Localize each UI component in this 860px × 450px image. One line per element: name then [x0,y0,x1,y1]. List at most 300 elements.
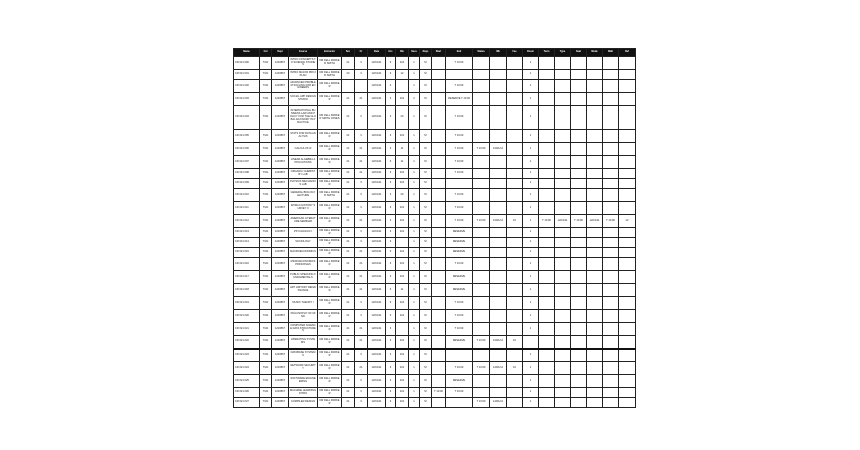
table-cell [603,106,619,130]
column-header: Seat [571,49,587,57]
table-cell: DATABASE SYSTEMS [289,349,318,362]
table-cell [507,297,523,310]
column-header: Course [289,49,318,57]
table-cell [619,323,636,336]
table-cell [432,189,446,202]
table-cell: M [420,248,432,258]
table-cell: 1234567 [272,362,289,375]
table-cell: 1 [523,156,539,169]
table-cell: 3 [386,130,396,143]
table-row [234,375,636,388]
table-cell: MACHINE LEARNING INTRO [289,388,318,398]
table-cell [539,143,555,156]
table-cell: 1234567 [272,169,289,179]
table-cell: 12/01/11 [587,215,603,228]
table-cell [355,80,368,93]
table-cell: CR 021 017 [234,271,260,284]
table-cell: 1234567 [272,388,289,398]
table-cell: 21 [355,93,368,106]
table-cell: CR 021 000 [234,57,260,70]
table-cell [571,169,587,179]
table-cell [619,349,636,362]
table-row [234,169,636,179]
spreadsheet-page [233,48,627,408]
table-cell: 1234567 [272,189,289,202]
table-cell [539,258,555,271]
table-cell: MICROECONOMICS PRINCIPLES [289,258,318,271]
table-row [234,179,636,189]
table-cell: 21 [342,297,355,310]
table-cell: 12/01/11 [368,323,386,336]
table-cell: TGN [260,398,272,408]
table-cell: TGN [260,80,272,93]
table-cell: 1234567 [272,93,289,106]
table-cell: 3 [355,238,368,248]
table-cell: 3 [386,106,396,130]
table-cell [539,130,555,143]
table-cell: 1234567 [272,143,289,156]
table-cell [587,336,603,349]
table-cell [587,362,603,375]
table-cell [619,106,636,130]
table-cell [432,336,446,349]
table-cell: 21 [355,336,368,349]
table-cell [603,80,619,93]
table-cell: 12/01/11 [368,156,386,169]
table-cell: M [420,156,432,169]
table-cell: 1 [409,398,420,408]
table-cell [555,106,571,130]
table-cell [539,202,555,215]
table-cell [539,169,555,179]
table-cell: 3 [355,189,368,202]
table-cell [587,388,603,398]
table-cell [587,284,603,297]
table-cell: T 10:00 [446,57,473,70]
table-cell: TGN [260,238,272,248]
table-cell: 101 [396,388,409,398]
table-cell: T 10:00 [446,202,473,215]
table-cell: 1 [409,106,420,130]
table-cell: 1 [409,323,420,336]
table-cell [555,362,571,375]
table-cell: 3 [386,284,396,297]
table-cell [473,57,490,70]
table-cell: 12/01/11 [368,130,386,143]
table-cell: M [420,179,432,189]
table-cell: TGN [260,323,272,336]
table-cell [555,70,571,80]
table-cell: T 10:00 [446,310,473,323]
table-cell [603,258,619,271]
table-cell: COMPILER DESIGN [289,398,318,408]
table-cell: TGN [260,336,272,349]
table-cell: 20 [396,106,409,130]
table-cell [507,130,523,143]
table-cell [571,228,587,238]
table-cell: CR 021 021 [234,323,260,336]
table-cell: 3 [386,228,396,238]
table-cell [619,362,636,375]
table-cell: 10 [507,362,523,375]
table-cell: 21 [342,57,355,70]
table-cell [446,349,473,362]
table-cell: TGN [260,228,272,238]
table-cell [490,93,507,106]
table-cell [432,215,446,228]
table-cell [396,80,409,93]
table-cell [619,271,636,284]
table-cell [539,57,555,70]
table-cell [571,202,587,215]
table-cell [539,375,555,388]
table-cell: 21 [342,398,355,408]
table-cell: M [420,375,432,388]
table-cell [490,323,507,336]
table-cell: 12/01/11 [368,143,386,156]
table-cell [619,57,636,70]
table-cell [473,179,490,189]
table-cell: STATS FOR DATA ANALYSIS [289,130,318,143]
table-cell [587,143,603,156]
table-cell: M [420,189,432,202]
table-cell [507,271,523,284]
table-cell: 1 [409,215,420,228]
table-cell: 101 [396,169,409,179]
table-cell [490,80,507,93]
table-cell: M [420,349,432,362]
table-cell [432,143,446,156]
table-cell [507,106,523,130]
table-cell: DR FELL PARKER [318,284,342,297]
table-cell: AMERICAN LITERATURE SEMINAR [289,215,318,228]
table-cell [603,271,619,284]
table-cell: M [420,258,432,271]
table-cell: GENERAL BIOLOGY LECTURE [289,189,318,202]
table-cell [603,362,619,375]
table-cell: 3 [386,189,396,202]
table-cell: M [420,271,432,284]
table-cell: 12/01/11 [368,189,386,202]
table-cell [587,80,603,93]
column-header: Col [260,49,272,57]
table-cell: SOCIAL APP DESIGN STUDIO [289,93,318,106]
table-cell: 21 [342,202,355,215]
table-cell [490,248,507,258]
table-cell: 101 [396,336,409,349]
table-cell: 21 [342,362,355,375]
table-cell [587,258,603,271]
table-cell: CR 021 002 [234,80,260,93]
table-cell: 101 [396,130,409,143]
table-cell [539,156,555,169]
table-cell: 1234567 [272,238,289,248]
table-cell: T 10:00 [446,143,473,156]
table-row [234,398,636,408]
table-cell [619,238,636,248]
table-cell [587,189,603,202]
table-cell: PSYCHOLOGY [289,228,318,238]
table-cell [571,375,587,388]
table-cell [555,271,571,284]
table-cell: 1 [523,362,539,375]
table-cell: TGN [260,143,272,156]
table-header-row [234,49,636,57]
table-cell: 12/01/11 [490,215,507,228]
table-cell [432,228,446,238]
table-cell [587,130,603,143]
column-header: Fee [507,49,523,57]
table-cell: 1 [409,271,420,284]
table-cell [432,70,446,80]
table-cell: 1 [523,310,539,323]
table-cell [603,93,619,106]
table-cell: 21 [342,179,355,189]
table-cell [571,189,587,202]
table-cell: 21 [342,323,355,336]
table-cell: 21 [355,284,368,297]
column-header: Mode [587,49,603,57]
table-cell [507,388,523,398]
table-cell [432,258,446,271]
table-cell [587,323,603,336]
table-cell [539,106,555,130]
table-cell [539,228,555,238]
table-cell: 12/01/11 [368,106,386,130]
table-cell [473,93,490,106]
table-cell: ORGANIC CHEMISTRY LAB [289,169,318,179]
table-cell: 3 [386,258,396,271]
table-cell [603,388,619,398]
table-row [234,258,636,271]
table-cell: DR FELL PARKER [318,248,342,258]
column-header: End [446,49,473,57]
table-cell: 21 [342,271,355,284]
table-cell: CR 021 007 [234,156,260,169]
table-cell: 1234567 [272,284,289,297]
table-cell [473,310,490,323]
table-cell [432,310,446,323]
table-row [234,248,636,258]
table-cell: 101 [396,271,409,284]
table-cell [539,297,555,310]
column-header: Date [368,49,386,57]
table-cell: 1 [409,179,420,189]
table-cell [473,297,490,310]
table-cell [587,93,603,106]
table-cell [571,93,587,106]
table-cell: M [420,323,432,336]
table-cell: M [420,106,432,130]
table-cell: DR FELL PARKER [318,297,342,310]
table-cell: 1234567 [272,228,289,238]
table-cell: CR 021 012 [234,215,260,228]
table-cell [473,80,490,93]
table-cell: 3 [386,215,396,228]
table-cell: 3 [386,80,396,93]
table-cell: 1 [409,169,420,179]
table-cell [473,169,490,179]
table-cell: 101 [396,248,409,258]
table-cell: 3 [386,93,396,106]
table-cell [555,398,571,408]
table-row [234,57,636,70]
table-row [234,336,636,349]
table-cell: 12/01/11 [368,336,386,349]
table-cell [507,169,523,179]
table-cell: PHILOSOPHY OF MIND [289,310,318,323]
table-cell [571,388,587,398]
data-table [233,48,636,408]
table-cell: 101 [396,179,409,189]
table-cell: 12/01/11 [368,70,386,80]
table-cell [432,375,446,388]
table-cell: ADVANCED PROBLEM SOLVING FOR ENGINEERS [289,80,318,93]
table-row [234,106,636,130]
table-cell: 1 [523,93,539,106]
table-cell [603,323,619,336]
table-cell: 3 [386,362,396,375]
table-cell: CR 021 003 [234,93,260,106]
table-cell: INTRO CONCEPTS TO SCIENCE STUDIES [289,57,318,70]
table-cell: 1 [409,284,420,297]
table-cell [490,169,507,179]
table-cell [571,156,587,169]
table-cell: 12/01/11 [490,398,507,408]
table-cell [619,189,636,202]
table-cell: 1 [409,349,420,362]
table-cell [507,189,523,202]
table-cell [490,375,507,388]
table-cell: 1234567 [272,258,289,271]
table-cell [432,93,446,106]
table-cell [490,130,507,143]
table-cell: 1 [523,169,539,179]
table-cell [603,336,619,349]
table-cell [432,169,446,179]
table-cell: 3 [386,169,396,179]
table-cell: 1 [409,238,420,248]
table-cell [555,202,571,215]
table-cell: 1 [409,310,420,323]
table-cell: TGN [260,130,272,143]
table-cell: CR 021 014 [234,238,260,248]
table-cell: SOFTWARE ENGINEERING [289,375,318,388]
table-cell: 101 [396,297,409,310]
table-cell: TGN [260,202,272,215]
table-cell [507,238,523,248]
table-cell: COMPUTER SCIENCE DATA STRUCTURES [289,323,318,336]
table-cell: 21 [342,258,355,271]
table-cell [432,248,446,258]
table-cell [587,271,603,284]
table-cell [619,202,636,215]
table-cell: DR FELL PARKER [318,271,342,284]
table-cell: 21 [342,336,355,349]
table-cell: TGN [260,179,272,189]
table-cell: 1 [523,398,539,408]
table-cell: 21 [355,215,368,228]
column-header: Rm [396,49,409,57]
table-cell: 12/01/11 [368,215,386,228]
table-cell: 12/01/11 [555,215,571,228]
table-cell [619,143,636,156]
table-cell: DR FELL PARKER SMITH [318,57,342,70]
table-cell: 3 [355,297,368,310]
table-cell: CR 021 020 [234,310,260,323]
table-cell: M [420,70,432,80]
table-cell: CR 021 015 [234,248,260,258]
table-cell: 1 [409,130,420,143]
table-cell [539,179,555,189]
table-cell [571,271,587,284]
table-cell: DR FELL PARKER [318,130,342,143]
table-cell [473,156,490,169]
table-cell: 1 [523,80,539,93]
table-row [234,284,636,297]
table-cell [432,202,446,215]
table-cell [571,310,587,323]
table-cell: TGN [260,248,272,258]
table-cell: DR FELL PARKER [318,238,342,248]
table-cell [473,271,490,284]
table-cell: 21 [355,258,368,271]
table-cell [432,80,446,93]
table-cell [396,323,409,336]
table-row [234,228,636,238]
table-cell: 3 [386,297,396,310]
table-cell [555,388,571,398]
table-cell: 3 [386,349,396,362]
table-cell: 3 [355,106,368,130]
table-cell [507,398,523,408]
table-cell [432,362,446,375]
table-cell: DR FELL PARKER [318,258,342,271]
table-cell [507,70,523,80]
table-cell [539,398,555,408]
table-cell: 12/01/11 [490,336,507,349]
table-row [234,388,636,398]
table-cell: DR FELL PARKER [318,202,342,215]
table-cell: T 10:00 [473,362,490,375]
table-cell [555,284,571,297]
table-cell: 12/01/11 [368,248,386,258]
column-header: Wk [490,49,507,57]
table-cell [619,388,636,398]
table-cell: 12/01/11 [368,297,386,310]
table-cell [507,80,523,93]
table-cell [603,349,619,362]
table-cell: T 10:00 [473,143,490,156]
table-cell: DR FELL PARKER [318,179,342,189]
table-cell: DR FELL PARKER [318,80,342,93]
table-cell: 1 [409,156,420,169]
table-cell [587,248,603,258]
table-cell [587,238,603,248]
table-cell [603,143,619,156]
table-cell: T 10:00 [473,215,490,228]
table-cell: RESERVE [446,228,473,238]
table-cell [490,310,507,323]
table-cell: 1 [409,388,420,398]
table-cell [603,156,619,169]
table-cell: CALCULUS III [289,143,318,156]
table-cell: 1 [409,375,420,388]
table-cell: 1 [523,258,539,271]
table-cell: 1 [523,271,539,284]
table-row [234,189,636,202]
table-cell: 21 [355,248,368,258]
